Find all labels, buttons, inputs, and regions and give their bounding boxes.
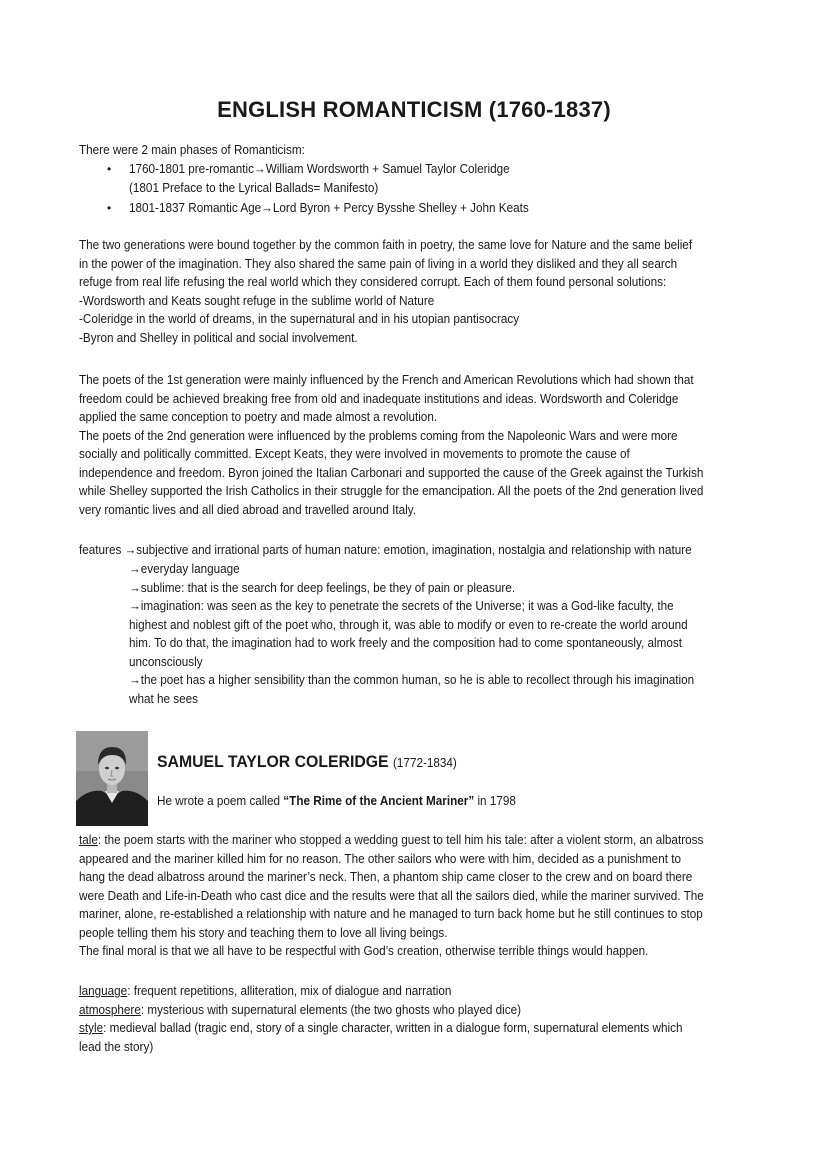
tale-paragraph — [79, 831, 704, 961]
style-label: style — [79, 1021, 104, 1035]
coleridge-intro — [157, 792, 516, 810]
paragraph-line: -Coleridge in the world of dreams, in the supernatural and in his utopian pantisocracy — [79, 312, 520, 326]
phase-item-1 — [129, 160, 510, 197]
paragraph-line: applied the same conception to poetry and made almost a revolution. — [79, 410, 438, 424]
bullet-marker: • — [107, 201, 112, 215]
analysis-section — [79, 982, 682, 1056]
language-line — [79, 982, 682, 1001]
page-title: ENGLISH ROMANTICISM (1760-1837) — [217, 97, 611, 122]
feature-line: unconsciously — [129, 654, 203, 669]
phase-1-line-1: 1760-1801 pre-romantic→William Wordsworth + Samuel Taylor Coleridge — [129, 162, 510, 176]
paragraph-line: -Byron and Shelley in political and social involvement. — [79, 330, 358, 345]
language-label: language — [79, 984, 128, 998]
author-dates: (1772-1834) — [393, 756, 457, 770]
influences-paragraph — [79, 371, 703, 519]
phases-intro: There were 2 main phases of Romanticism: — [79, 143, 305, 157]
paragraph-line: The poets of the 2nd generation were influenced by the problems coming from the Napoleonic Wars and were more — [79, 428, 678, 443]
author-name: SAMUEL TAYLOR COLERIDGE — [157, 752, 389, 771]
paragraph-line: -Wordsworth and Keats sought refuge in the sublime world of Nature — [79, 293, 435, 308]
paragraph-line: independence and freedom. Byron joined the Italian Carbonari and supported the cause of the Greek against the Turkish — [79, 465, 704, 480]
tale-line: people telling them his story and teaching them to love all living beings. — [79, 925, 448, 940]
paragraph-line: in the power of the imagination. They also shared the same pain of living in a world they disliked and they all search — [79, 256, 678, 271]
feature-line: →everyday language — [129, 562, 240, 576]
poem-title: “The Rime of the Ancient Mariner” — [283, 794, 475, 808]
paragraph-line: very romantic lives and all died abroad and travelled around Italy. — [79, 502, 417, 517]
tale-line: The final moral is that we all have to be respectful with God’s creation, otherwise terrible things would happen. — [79, 944, 649, 958]
feature-line: →the poet has a higher sensibility than the common human, so he is able to recollect through his imagination — [129, 673, 695, 687]
features-first-line: features →subjective and irrational parts of human nature: emotion, imagination, nostalgia and relationship with nature — [79, 543, 692, 557]
tale-line: were Death and Life-in-Death who cast dice and the results were that all the sailors died, while the mariner survived. The — [79, 888, 704, 903]
tale-line: hang the dead albatross around the mariner’s neck. Then, a phantom ship came closer to the crew and on board there — [79, 870, 693, 884]
feature-line: what he sees — [129, 691, 199, 706]
portrait-illustration — [76, 731, 148, 826]
intro-before: He wrote a poem called — [157, 794, 284, 808]
feature-line: highest and noblest gift of the poet who, through it, was able to modify or even to re-create the world around — [129, 617, 688, 632]
coleridge-portrait — [76, 731, 148, 826]
paragraph-line: The poets of the 1st generation were mainly influenced by the French and American Revolutions which had shown that — [79, 373, 694, 387]
tale-first-line-rest: : the poem starts with the mariner who stopped a wedding guest to tell him his tale: after a violent storm, an albatross — [97, 833, 704, 847]
tale-line: appeared and the mariner killed him for no reason. The other sailors who were with him, decided as a punishment to — [79, 851, 682, 866]
style-line — [79, 1019, 682, 1038]
paragraph-line: socially and politically committed. Except Keats, they were involved in movements to promote the cause of — [79, 447, 630, 461]
atmosphere-label: atmosphere — [79, 1002, 141, 1017]
intro-after: in 1798 — [474, 794, 516, 808]
phase-item-2 — [129, 199, 529, 218]
atmosphere-line — [79, 1001, 682, 1020]
feature-line: →sublime: that is the search for deep feelings, be they of pain or pleasure. — [129, 580, 516, 595]
bullet-marker: • — [107, 162, 112, 176]
language-text: : frequent repetitions, alliteration, mix of dialogue and narration — [127, 984, 452, 998]
feature-line: him. To do that, the imagination had to work freely and the composition had to come spontaneously, almost — [129, 636, 682, 650]
paragraph-line: freedom could be achieved breaking free from old and inadequate institutions and ideas. Wordsworth and Coleridge — [79, 391, 679, 406]
generations-paragraph — [79, 236, 692, 347]
paragraph-line: while Shelley supported the Irish Catholics in their struggle for the emancipation. All the poets of the 2nd generation lived — [79, 484, 704, 498]
phase-2-line-1: 1801-1837 Romantic Age→Lord Byron + Percy Bysshe Shelley + John Keats — [129, 201, 529, 215]
phase-1-line-2: (1801 Preface to the Lyrical Ballads= Manifesto) — [129, 180, 379, 195]
features-list — [129, 560, 694, 708]
feature-line: →imagination: was seen as the key to penetrate the secrets of the Universe; it was a God-like faculty, the — [129, 599, 674, 613]
paragraph-line: The two generations were bound together by the common faith in poetry, the same love for Nature and the same belief — [79, 238, 693, 252]
paragraph-line: refuge from real life refusing the real world which they considered corrupt. Each of them found personal solutions: — [79, 275, 667, 289]
style-continuation: lead the story) — [79, 1039, 154, 1054]
style-text: : medieval ballad (tragic end, story of a single character, written in a dialogue form, supernatural elements which — [103, 1021, 683, 1035]
coleridge-heading — [157, 752, 457, 772]
tale-label: tale — [79, 833, 98, 847]
tale-first-line — [79, 831, 704, 850]
tale-line: mariner, alone, re-established a relationship with nature and he managed to turn back home but he still continues to stop — [79, 907, 703, 921]
atmosphere-text: : mysterious with supernatural elements (the two ghosts who played dice) — [140, 1002, 522, 1017]
